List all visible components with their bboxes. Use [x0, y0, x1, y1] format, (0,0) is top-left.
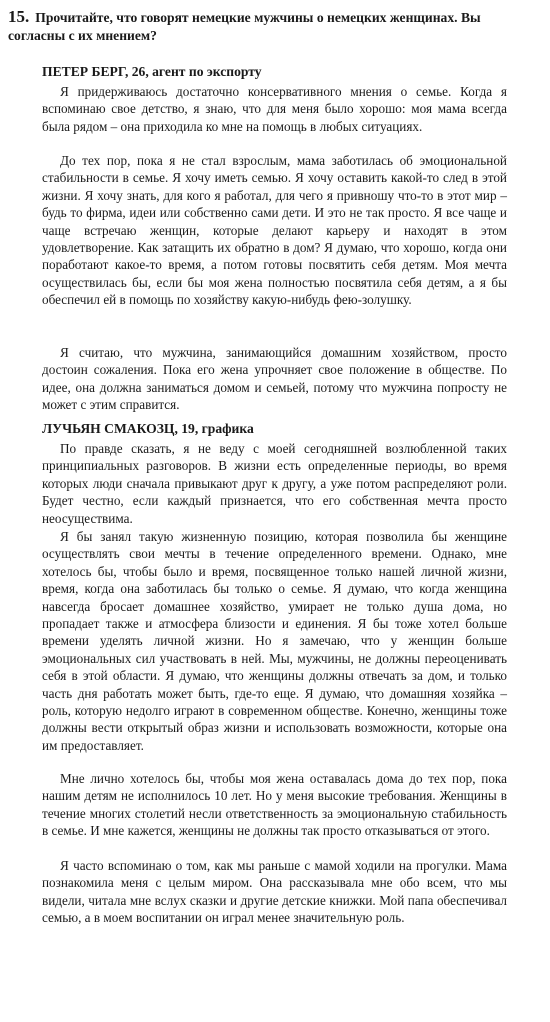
exercise-heading — [8, 8, 508, 44]
paragraph: Я считаю, что мужчина, занимающийся домашним хозяйством, просто достоин сожаления. Пока его жена упрочняет свое положение в обществе. По идее, она должна заниматься домом и семьей, потому что мужчина попросту не может с этим справится. — [42, 345, 507, 413]
paragraph: Я придерживаюсь достаточно консервативного мнения о семье. Когда я вспоминаю свое детство, я знаю, что для меня было хорошо: моя мама всегда была рядом – она приходила ко мне на помощь в любых ситуациях. — [42, 84, 507, 134]
paragraph: Я часто вспоминаю о том, как мы раньше с мамой ходили на прогулки. Мама познакомила меня с целым миром. Она рассказывала мне обо всем, что мы видели, читала мне вслух сказки и другие детские книжки. Мой папа обеспечивал семью, а в моем воспитании он играл менее значительную роль. — [42, 858, 507, 926]
paragraph: Я бы занял такую жизненную позицию, которая позволила бы женщине осуществлять свои мечты в течение определенного времени. Однако, мне хотелось бы, чтобы было и время, посвященное только нашей личной жизни, время, когда она заботилась бы только о семье. Я думаю, что когда женщина навсегда бросает домашнее хозяйство, умирает не только душа дома, но пропадает также и атмосфера близости и единения. Я бы тоже хотел больше времени уделять личной жизни. Но я замечаю, что у женщин больше эмоциональных сил участвовать в ней. Мы, мужчины, не должны переоценивать себя в этой области. Я думаю, что женщины должны отвечать за дом, и только часть дня работать может быть, где-то еще. Я думаю, что домашняя хозяйка – роль, которую недолго играют в современном обществе. Конечно, женщины тоже должны вести открытый образ жизни и использовать возможности, которые она им предоставляет. — [42, 529, 507, 753]
paragraph: По правде сказать, я не веду с моей сегодняшней возлюбленной таких принципиальных разговоров. В жизни есть определенные периоды, во время которых люди сначала привыкают друг к другу, а уже потом распределяют роли. Будет честно, если каждый признается, что его собственная мечта просто неосуществима. — [42, 441, 507, 526]
exercise-instruction: Прочитайте, что говорят немецкие мужчины о немецких женщинах. Вы согласны с их мнением? — [8, 10, 481, 43]
paragraph: Мне лично хотелось бы, чтобы моя жена оставалась дома до тех пор, пока нашим детям не исполнилось 10 лет. Но у меня высокие требования. Женщины в течение многих столетий несли ответственность за эмоциональную стабильность в семье. И мне кажется, женщины не должны так просто отказываться от этого. — [42, 771, 507, 839]
paragraph: До тех пор, пока я не стал взрослым, мама заботилась об эмоциональной стабильности в семье. Я хочу иметь семью. Я хочу оставить какой-то след в этой жизни. Я хочу знать, для кого я работал, для чего я привношу что-то в этот мир – будь то фирма, идеи или собственно сами дети. И это не так просто. Я все чаще и чаще встречаю женщин, которые делают карьеру и находят в этом удовлетворение. Как затащить их обратно в дом? Я думаю, что хорошо, когда они поработают какое-то время, а потом готовы посвятить себя детям. Моя мечта осуществилась бы, если бы моя жена полностью посвятила себя детям, а я бы обеспечил ей в помощь по хозяйству какую-нибудь фею-золушку. — [42, 153, 507, 308]
section-author: ЛУЧЬЯН СМАКОЗЦ, 19, графика — [42, 421, 254, 436]
exercise-number: 15. — [8, 7, 30, 26]
section-author: ПЕТЕР БЕРГ, 26, агент по экспорту — [42, 64, 262, 79]
